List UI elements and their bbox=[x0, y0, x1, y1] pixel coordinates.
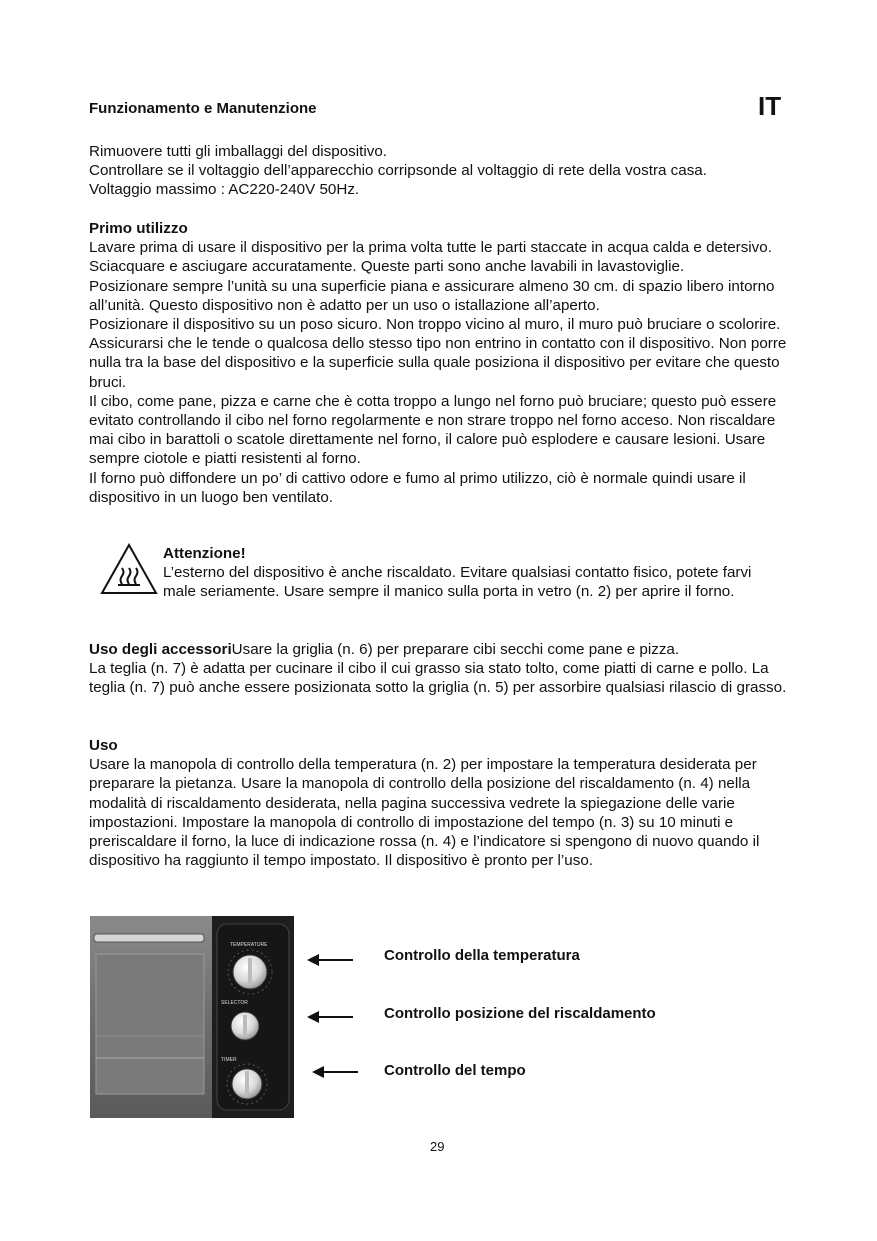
oven-control-panel-photo bbox=[90, 916, 294, 1118]
page-number: 29 bbox=[430, 1139, 445, 1154]
first-use-paragraph-4: Il cibo, come pane, pizza e carne che è cotta troppo a lungo nel forno può bruciare; questo può essere evitato controllando il cibo nel forno regolarmente e non strare troppo nel forno acceso. Non riscaldare mai cibo in barattoli o scatole direttamente nel forno, il calore può esplodere e causare lesioni. Usare sempre ciotole e piatti resistenti al forno. bbox=[89, 392, 777, 468]
intro-line-3: Voltaggio massimo : AC220-240V 50Hz. bbox=[89, 181, 360, 199]
first-use-paragraph-2: Posizionare sempre l’unità su una superficie piana e assicurare almeno 30 cm. di spazio libero intorno all’unità. Questo dispositivo non è adatto per un uso o istallazione all’aperto. bbox=[89, 277, 775, 314]
arrow-left-icon bbox=[307, 953, 353, 967]
accessories-text-2: La teglia (n. 7) è adatta per cucinare il cibo il cui grasso sia stato tolto, come piatti di carne e pollo. La teglia (n. 7) può anche essere posizionata sotto la griglia (n. 5) per assorbire qualsiasi rilascio di grasso. bbox=[89, 660, 787, 697]
callout-heating-position-control: Controllo posizione del riscaldamento bbox=[384, 1005, 656, 1022]
warning-block bbox=[163, 544, 788, 602]
accessories-title: Uso degli accessori bbox=[89, 641, 232, 658]
selector-panel-label: SELECTOR bbox=[221, 1000, 248, 1006]
intro-line-1: Rimuovere tutti gli imballaggi del dispositivo. bbox=[89, 143, 387, 160]
first-use-section bbox=[89, 219, 789, 507]
callout-temperature-control: Controllo della temperatura bbox=[384, 947, 580, 964]
arrow-left-icon bbox=[312, 1065, 358, 1079]
first-use-title: Primo utilizzo bbox=[89, 220, 188, 237]
use-text: Usare la manopola di controllo della temperatura (n. 2) per impostare la temperatura desiderata per preparare la pietanza. Usare la manopola di controllo della posizione del riscaldamento (n. 4) nella modalità di riscaldamento desiderata, nella pagina successiva vedrete la spiegazione delle varie impostazioni. Impostare la manopola di controllo di impostazione del tempo (n. 3) su 10 minuti e preriscaldare il forno, la luce di indicazione rossa (n. 4) e l’indicatore si spengono di nuovo quando il dispositivo ha raggiunto il tempo impostato. Il dispositivo è pronto per l’uso. bbox=[89, 756, 760, 870]
intro-block bbox=[89, 142, 789, 200]
temperature-panel-label: TEMPERATURE bbox=[230, 942, 268, 948]
intro-line-2: Controllare se il voltaggio dell’apparecchio corripsonde al voltaggio di rete della vostra casa. bbox=[89, 162, 707, 180]
warning-text: L’esterno del dispositivo è anche riscaldato. Evitare qualsiasi contatto fisico, potete farvi male seriamente. Usare sempre il manico sulla porta in vetro (n. 2) per aprire il forno. bbox=[163, 564, 752, 601]
accessories-text-1: Usare la griglia (n. 6) per preparare cibi secchi come pane e pizza. bbox=[231, 641, 680, 658]
first-use-paragraph-3: Posizionare il dispositivo su un poso sicuro. Non troppo vicino al muro, il muro può bruciare o scolorire. Assicurarsi che le tende o qualcosa dello stesso tipo non entrino in contatto con il dispositivo. Non porre nulla tra la base del dispositivo e la superficie sulla quale posiziona il dispositivo per evitare che questo bruci. bbox=[89, 316, 787, 391]
first-use-paragraph-1: Lavare prima di usare il dispositivo per la prima volta tutte le parti staccate in acqua calda e detersivo. Sciacquare e asciugare accuratamente. Queste parti sono anche lavabili in lavastoviglie. bbox=[89, 239, 772, 276]
first-use-paragraph-5: Il forno può diffondere un po’ di cattivo odore e fumo al primo utilizzo, ciò è normale quindi usare il dispositivo in un luogo ben ventilato. bbox=[89, 469, 746, 506]
warning-title: Attenzione! bbox=[163, 545, 246, 562]
hot-surface-warning-icon bbox=[100, 543, 158, 595]
section-title: Funzionamento e Manutenzione bbox=[89, 100, 317, 117]
use-section bbox=[89, 736, 789, 870]
callout-timer-control: Controllo del tempo bbox=[384, 1062, 526, 1079]
use-title: Uso bbox=[89, 737, 118, 754]
language-code: IT bbox=[758, 91, 782, 121]
accessories-section bbox=[89, 640, 789, 698]
arrow-left-icon bbox=[307, 1010, 353, 1024]
timer-panel-label: TIMER bbox=[221, 1057, 237, 1063]
